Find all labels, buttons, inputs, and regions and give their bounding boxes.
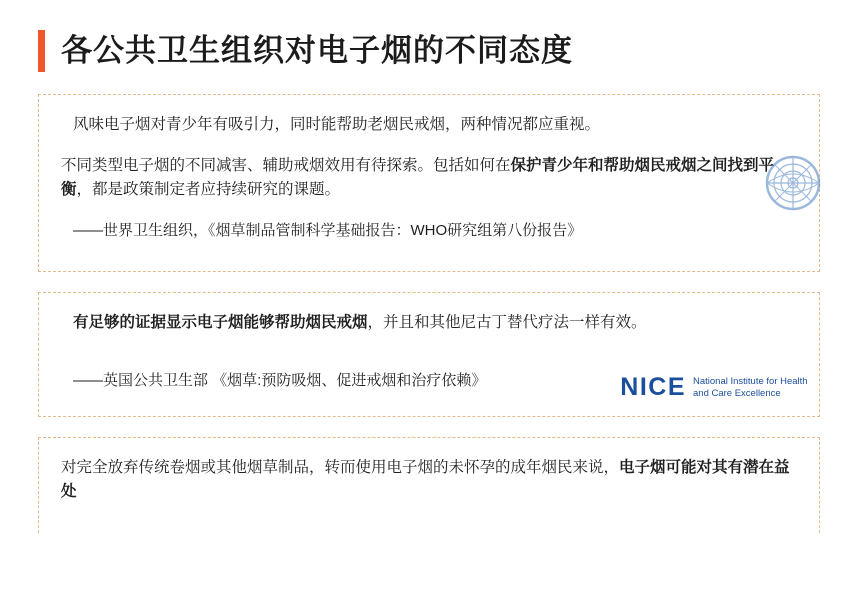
quote-text: 风味电子烟对青少年有吸引力，同时能帮助老烟民戒烟，两种情况都应重视。 xyxy=(73,116,601,133)
quote-blocks xyxy=(0,94,842,533)
quote-line xyxy=(61,311,797,335)
quote-block-third xyxy=(38,437,820,533)
quote-source: ——英国公共卫生部 《烟草:预防吸烟、促进戒烟和治疗依赖》 xyxy=(73,372,487,390)
quote-line xyxy=(61,154,797,202)
page-title: 各公共卫生组织对电子烟的不同态度 xyxy=(61,32,573,68)
quote-source: ——世界卫生组织，《烟草制品管制科学基础报告：WHO研究组第八份报告》 xyxy=(73,222,583,240)
nice-subtitle: National Institute for Health and Care Excellence xyxy=(693,375,808,399)
nice-wordmark: NICE xyxy=(620,373,686,401)
quote-line xyxy=(61,456,797,504)
quote-text-bold: 保护青少年和帮助烟民戒烟之间找到平衡 xyxy=(61,157,775,199)
quote-text: 不同类型电子烟的不同减害、辅助戒烟效用有待探索。包括如何在 xyxy=(61,157,511,175)
quote-line xyxy=(61,113,797,137)
nice-logo-icon xyxy=(620,373,813,402)
quote-text-bold: 有足够的证据显示电子烟能够帮助烟民戒烟 xyxy=(73,314,368,331)
quote-block-phe xyxy=(38,292,820,417)
un-emblem-icon xyxy=(761,151,825,215)
quote-text: ，并且和其他尼古丁替代疗法一样有效。 xyxy=(367,314,647,331)
quote-text: 对完全放弃传统卷烟或其他烟草制品，转而使用电子烟的未怀孕的成年烟民来说， xyxy=(61,459,620,476)
quote-text-bold: 电子烟可能对其有潜在益处 xyxy=(61,459,790,501)
title-accent-bar xyxy=(38,30,45,72)
quote-block-who xyxy=(38,94,820,272)
quote-text: ，都是政策制定者应持续研究的课题。 xyxy=(76,181,341,199)
page-title-row xyxy=(0,0,842,72)
